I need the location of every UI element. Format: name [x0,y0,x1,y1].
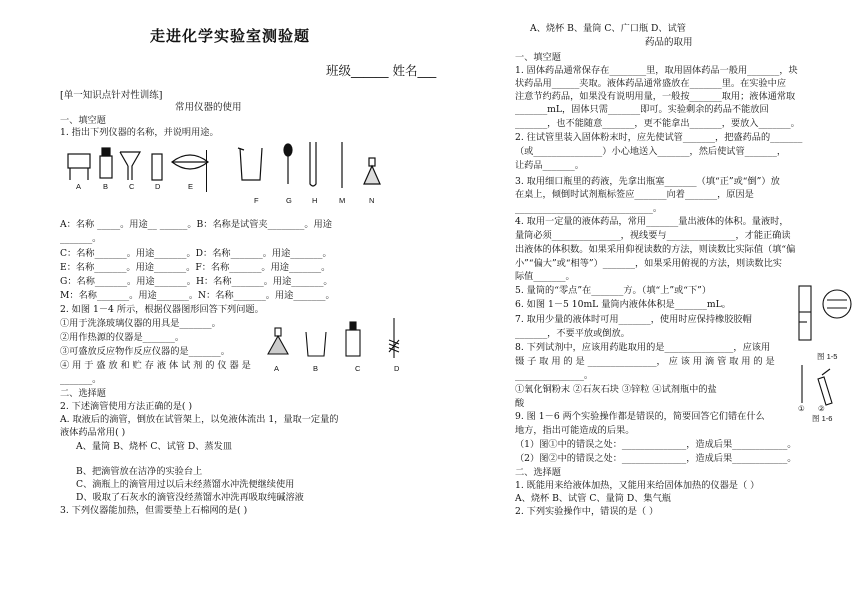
instr-label: N [369,196,375,205]
right-line: 6. 如图 1－5 10mL 量筒内液体体积是_______mL。 [515,299,731,310]
right-line: 1. 既能用来给液体加热，又能用来给固体加热的仪器是（ ） [515,480,760,491]
fig14-label: D [394,364,400,373]
right-line: _______，也不能随意_______，更不能拿出_______，要放入_______。 [515,118,800,129]
q2-item: ①用于洗涤玻璃仪器的用具是_______。 [60,318,221,329]
right-line: 出液体的体积数。如果采用仰视读数的方法，则读数比实际值（填“偏 [515,244,796,255]
instrument-b-icon [100,148,112,178]
instrument-e-icon [172,155,208,169]
q2-item: ④ 用 于 盛 放 和 贮 存 液 体 试 剂 的 仪 器 是 [60,360,251,371]
part2-title: 二、选择题 [60,388,106,399]
right-line: 8. 下列试剂中，应该用药匙取用的是_______________，应该用 [515,342,771,353]
mc2-option-b: B、把滴管放在洁净的实验台上 [76,466,203,477]
right-line: 状药品用______夹取。液体药品通常盛放在_______里。在实验中应 [515,78,787,89]
fig16-sub: ② [818,404,825,413]
part1-title: 一、填空题 [60,115,106,126]
instrument-f-icon [238,148,262,180]
right-line: 9. 图 1－6 两个实验操作都是错误的，简要回答它们错在什么 [515,411,765,422]
figure-divider [206,150,207,192]
right-line: 地方，指出可能造成的后果。 [515,425,635,436]
right-line: 2. 下列实验操作中，错误的是（ ） [515,506,659,517]
instruments-figure [60,140,400,205]
right-line: 二、选择题 [515,467,561,478]
name-row: _______。 [60,233,102,244]
test-tube-brush-icon [389,318,399,358]
instrument-n-icon [364,158,380,184]
left-subtitle: 常用仪器的使用 [175,102,242,113]
question-2: 2. 如图 1－4 所示，根据仪器图形回答下列问题。 [60,304,264,315]
right-line: _______，不要平放或倒放。 [515,328,630,339]
question-1: 1. 指出下列仪器的名称，并说明用途。 [60,127,219,138]
figure-1-5 [795,282,855,352]
mc2-option-d: D、吸取了石灰水的滴管没经蒸馏水冲洗再吸取纯碱溶液 [76,492,304,503]
right-line: 2. 往试管里装入固体粉末时，应先使试管_______，把盛药品的_______ [515,132,803,143]
right-line: 4. 取用一定量的液体药品，常用_______量出液体的体积。量液时， [515,216,789,227]
right-line: （2）图②中的错误之处：______________，造成后果____________。 [515,453,797,464]
right-line: A、烧杯 B、试管 C、量筒 D、集气瓶 [515,493,671,504]
q2-item: _______。 [60,374,102,385]
name-row: A：名称 _____。用途__ ______。B：名称是试管夹________。用途 [60,219,332,230]
right-subtitle: 药品的取用 [645,37,693,48]
top-options: A、烧杯 B、量筒 C、广口瓶 D、试管 [530,23,686,34]
mc2-choices: A、量筒 B、烧杯 C、试管 D、蒸发皿 [76,441,232,452]
right-line: 注意节约药品，如果没有说明用量，一般按_______取用；液体通常取 [515,91,796,102]
name-row: G：名称_______。用途_______。H：名称_______。用途_______。 [60,276,333,287]
instr-label: E [188,182,194,191]
right-line: _______________。 [515,370,594,381]
instrument-c-icon [120,152,140,180]
fig14-label: C [355,364,361,373]
fig16-sub: ① [798,404,805,413]
right-line: 5. 量筒的“零点”在_______方。（填“上”或“下”） [515,285,712,296]
instr-label: B [103,182,109,191]
name-row: C：名称_______。用途_______。D：名称_______。用途_______。 [60,248,332,259]
fig14-label: B [313,364,319,373]
class-name-field: 班级______ 姓名___ [326,63,437,78]
fig15-label: 图 1-5 [817,352,838,361]
section-tag: [单一知识点针对性训练] [60,90,163,101]
right-line: 量筒必须_______________，视线要与_______________，才能正确读 [515,230,791,241]
q2-item: ③可盛放反应物作反应仪器的是_______。 [60,346,230,357]
figure-1-4 [262,318,412,366]
right-line: _______mL，固体只需_______即可。实验剩余的药品不能放回 [515,104,769,115]
right-line: 酸 [515,398,525,409]
instrument-g-icon [284,144,292,184]
mc-question-2: 2. 下述滴管使用方法正确的是( ) [60,401,193,412]
right-line: ①氧化铜粉末 ②石灰石块 ③锌粒 ④试剂瓶中的盐 [515,384,717,395]
instrument-d-icon [152,154,162,180]
fig14-label: A [274,364,280,373]
instr-label: C [129,182,135,191]
test-tube-operation-icon [802,365,832,405]
name-row: M：名称_______。用途_______。N：名称_______。用途_______。 [60,290,335,301]
right-line: 让药品_______。 [515,160,584,171]
right-line: 小”“偏大”或“相等”）_______，如果采用俯视的方法，则读数比实 [515,258,782,269]
instr-label: H [312,196,318,205]
instr-label: D [155,182,161,191]
graduated-cylinder-icon [799,286,851,340]
right-line: 际值_______。 [515,271,575,282]
mc2-option-a: A. 取液后的滴管，倒放在试管架上，以免液体流出 1，量取一定量的 [60,414,339,425]
mc-question-3: 3. 下列仪器能加热，但需要垫上石棉网的是( ) [60,505,248,516]
instr-label: M [339,196,346,205]
right-line: 1. 固体药品通常保存在________里，取用固体药品一般用_______，块 [515,65,798,76]
right-line: 7. 取用少量的液体时可用_______，使用时应保持橡胶胶帽 [515,314,752,325]
beaker-icon [306,332,326,356]
right-line: （1）图①中的错误之处：______________，造成后果____________。 [515,439,797,450]
right-part1-title: 一、填空题 [515,52,561,63]
instrument-h-icon [310,142,316,186]
instr-label: G [286,196,292,205]
alcohol-lamp-icon [268,328,288,354]
mc2-option-c: C、滴瓶上的滴管用过以后未经蒸馏水冲洗便继续使用 [76,479,295,490]
right-line: 镊 子 取 用 的 是 _______________， 应 该 用 滴 管 取 用 的 是 [515,356,775,367]
mc2-option-a-cont: 液体药品常用( ) [60,427,126,438]
instrument-a-icon [68,154,90,180]
q2-item: ②用作热源的仪器是_______。 [60,332,185,343]
name-row: E：名称_______。用途_______。F：名称_______。用途_______。 [60,262,331,273]
right-line: （或_______________）小心地送入_______，然后使试管_______， [515,146,787,157]
page-title: 走进化学实验室测验题 [150,27,311,45]
instr-label: A [76,182,82,191]
right-line: 3. 取用细口瓶里的药液，先拿出瓶塞_______（填“正”或“倒”）放 [515,176,780,187]
instr-label: F [254,196,259,205]
reagent-bottle-icon [346,322,360,356]
right-line: ______________________________。 [515,203,662,214]
right-line: 在桌上，倾倒时试剂瓶标签应_______向着_______，原因是 [515,189,754,200]
fig16-label: 图 1-6 [812,414,833,423]
